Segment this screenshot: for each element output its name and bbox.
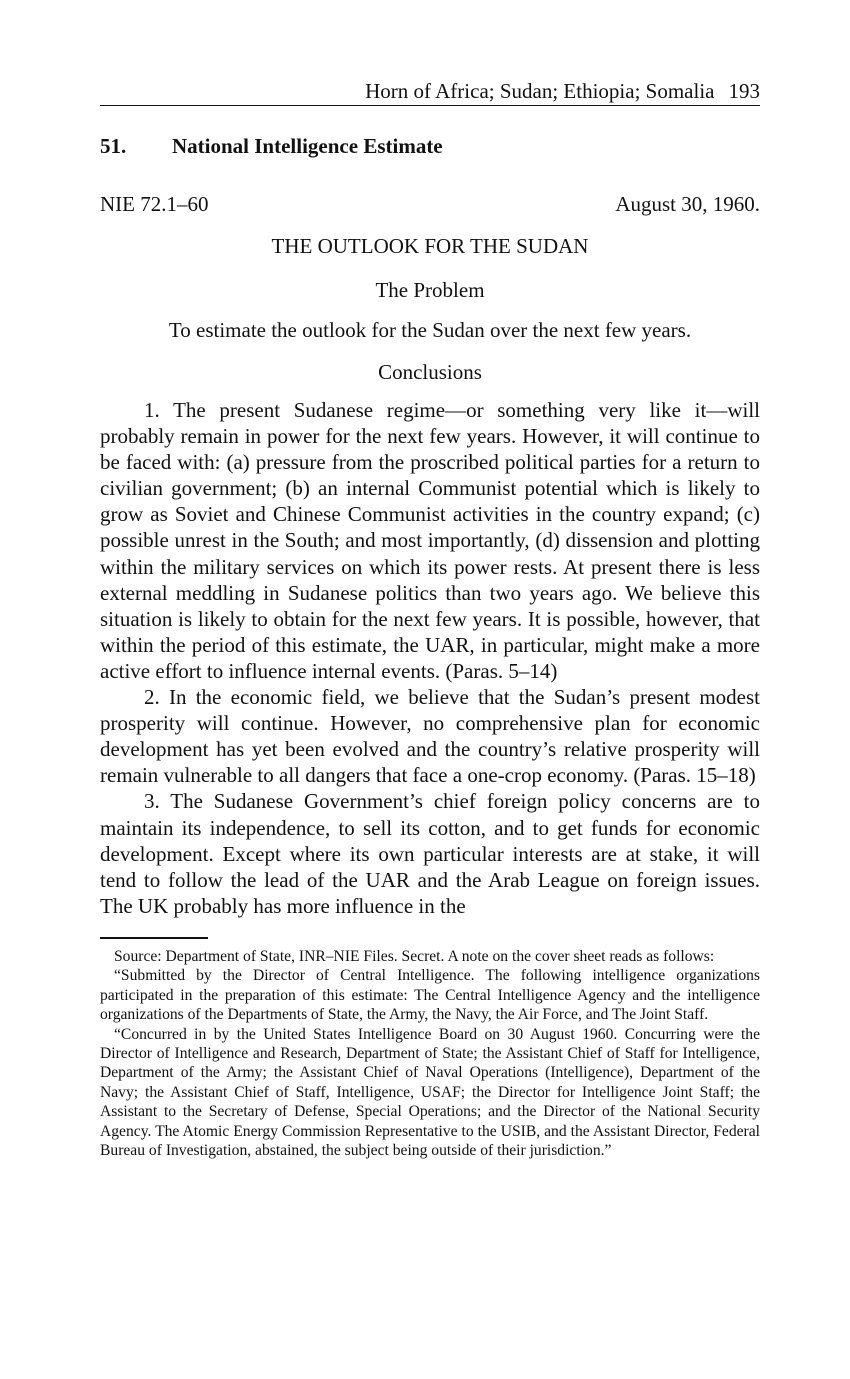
document-date: August 30, 1960. — [615, 192, 760, 216]
footnote-divider — [100, 937, 208, 939]
running-head-title: Horn of Africa; Sudan; Ethiopia; Somalia — [365, 79, 715, 103]
footnote-source: Source: Department of State, INR–NIE Files. Secret. A note on the cover sheet reads as follows: — [114, 947, 715, 965]
document-meta — [100, 190, 760, 218]
footnote-concurred: “Concurred in by the United States Intelligence Board on 30 August 1960. Concurring were the Director of Intelligence and Research, Department of State; the Assistant Chief of Staff for Intelligence, Department of the Army; the Assistant Chief of Naval Operations (Intelligence), Department of the Navy; the Assistant Chief of Staff, Intelligence, USAF; the Director for Intelligence Joint Staff; the Assistant to the Secretary of Defense, Special Operations; and the Director of the National Security Agency. The Atomic Energy Commission Representative to the USIB, and the Assistant Director, Federal Bureau of Investigation, abstained, the subject being outside of their jurisdiction.” — [100, 1025, 760, 1159]
running-head — [100, 78, 760, 106]
paragraph-3: 3. The Sudanese Government’s chief foreign policy concerns are to maintain its independence, to sell its cotton, and to get funds for economic development. Except where its own particular interests are at stake, it will tend to follow the lead of the UAR and the Arab League on foreign issues. The UK probably has more influence in the — [100, 789, 760, 918]
document-type: National Intelligence Estimate — [172, 134, 443, 158]
document-heading — [100, 132, 760, 160]
document-number: 51. — [100, 134, 127, 158]
problem-heading: The Problem — [375, 278, 485, 302]
page-number: 193 — [728, 79, 760, 103]
paragraph-1: 1. The present Sudanese regime—or something very like it—will probably remain in power for the next few years. However, it will continue to be faced with: (a) pressure from the proscribed political parties for a return to civilian government; (b) an internal Communist potential which is likely to grow as Soviet and Chinese Communist activities in the country expand; (c) possible unrest in the South; and most importantly, (d) dissension and plotting within the military services on which its power rests. At present there is less external meddling in Sudanese politics than two years ago. We believe this situation is likely to obtain for the next few years. It is possible, however, that within the period of this estimate, the UAR, in particular, might make a more active effort to influence internal events. (Paras. 5–14) — [100, 398, 760, 683]
conclusions-body — [100, 397, 760, 919]
paragraph-2: 2. In the economic field, we believe that the Sudan’s present modest prosperity will continue. However, no comprehensive plan for economic development has yet been evolved and the country’s relative prosperity will remain vulnerable to all dangers that face a one-crop economy. (Paras. 15–18) — [100, 685, 760, 788]
estimate-id: NIE 72.1–60 — [100, 192, 209, 216]
footnote-submitted: “Submitted by the Director of Central Intelligence. The following intelligence organizations participated in the preparation of this estimate: The Central Intelligence Agency and the intelligence organizations of the Departments of State, the Army, the Navy, the Air Force, and The Joint Staff. — [100, 967, 760, 1024]
problem-text: To estimate the outlook for the Sudan over the next few years. — [168, 318, 692, 342]
conclusions-heading: Conclusions — [378, 360, 482, 384]
footnotes — [100, 947, 760, 1160]
document-title: THE OUTLOOK FOR THE SUDAN — [271, 234, 589, 258]
document-page — [100, 78, 760, 1160]
